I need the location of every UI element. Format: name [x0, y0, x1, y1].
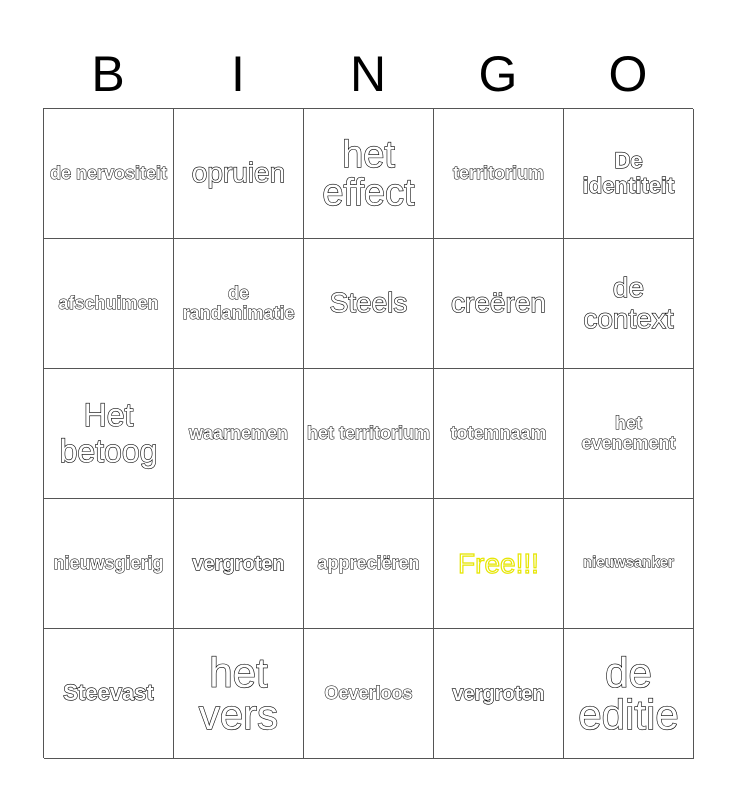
cell-text: creëren	[451, 287, 546, 319]
cell-text: Steels	[329, 287, 408, 319]
header-letter-n: N	[349, 46, 387, 102]
bingo-cell[interactable]	[304, 629, 434, 759]
bingo-cell[interactable]	[434, 629, 564, 759]
cell-text: vergroten	[452, 682, 545, 705]
header-letter-i: I	[231, 46, 245, 102]
bingo-cell[interactable]	[564, 239, 694, 369]
bingo-cell[interactable]	[434, 109, 564, 239]
cell-text: het effect	[322, 133, 415, 214]
bingo-cell[interactable]	[434, 369, 564, 499]
cell-text: opruien	[191, 157, 286, 189]
cell-text: nieuwsgierig	[53, 552, 164, 573]
cell-text: het evenement	[581, 412, 676, 453]
cell-text: totemnaam	[450, 422, 547, 443]
bingo-cell[interactable]	[174, 109, 304, 239]
cell-text: nieuwsanker	[583, 554, 674, 572]
cell-text: het vers	[198, 648, 279, 738]
cell-text: Steevast	[63, 680, 154, 706]
cell-text: territorium	[452, 162, 544, 183]
free-space-cell[interactable]	[434, 499, 564, 629]
cell-text: vergroten	[192, 552, 285, 575]
bingo-cell[interactable]	[564, 629, 694, 759]
cell-text: appreciëren	[317, 552, 420, 573]
cell-text: Oeverloos	[324, 682, 413, 703]
cell-text: afschuimen	[58, 292, 159, 313]
bingo-cell[interactable]	[44, 499, 174, 629]
free-space-label: Free!!!	[458, 547, 539, 579]
bingo-cell[interactable]	[174, 369, 304, 499]
cell-text: de editie	[578, 648, 679, 738]
cell-text: de nervositeit	[49, 162, 168, 183]
bingo-cell[interactable]	[304, 239, 434, 369]
bingo-cell[interactable]	[304, 499, 434, 629]
bingo-cell[interactable]	[564, 109, 694, 239]
bingo-cell[interactable]	[174, 629, 304, 759]
bingo-cell[interactable]	[44, 369, 174, 499]
bingo-cell[interactable]	[174, 239, 304, 369]
cell-text: Het betoog	[59, 397, 158, 469]
bingo-grid	[43, 108, 693, 758]
header-letter-g: G	[478, 46, 518, 102]
bingo-cell[interactable]	[564, 499, 694, 629]
bingo-cell[interactable]	[434, 239, 564, 369]
header-letter-b: B	[91, 46, 125, 102]
bingo-cell[interactable]	[174, 499, 304, 629]
cell-text: de randanimatie	[182, 282, 295, 323]
bingo-cell[interactable]	[564, 369, 694, 499]
bingo-cell[interactable]	[44, 239, 174, 369]
bingo-cell[interactable]	[304, 109, 434, 239]
bingo-header	[43, 40, 693, 108]
bingo-cell[interactable]	[44, 109, 174, 239]
bingo-cell[interactable]	[304, 369, 434, 499]
cell-text: waarnemen	[188, 422, 289, 443]
header-letter-o: O	[608, 46, 648, 102]
cell-text: de context	[583, 271, 674, 334]
cell-text: De identiteit	[582, 148, 675, 198]
bingo-cell[interactable]	[44, 629, 174, 759]
cell-text: het territorium	[306, 422, 430, 443]
